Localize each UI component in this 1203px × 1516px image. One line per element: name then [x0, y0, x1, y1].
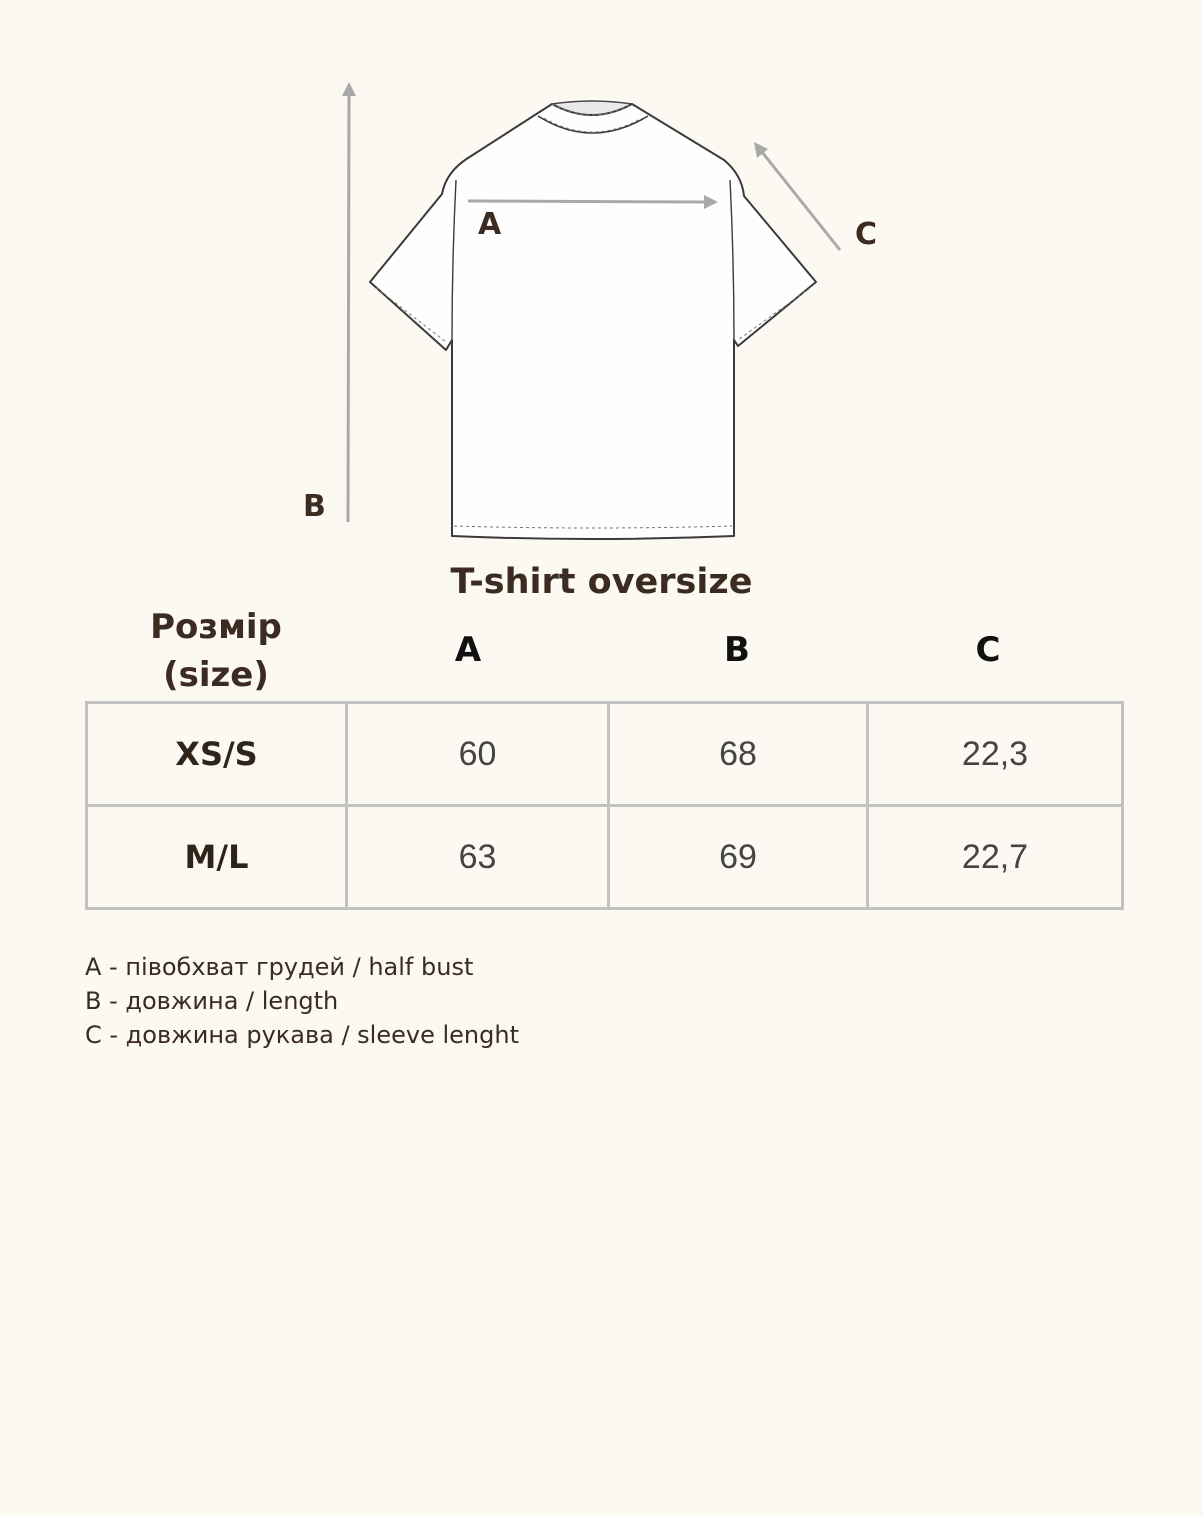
product-title: T-shirt oversize — [450, 562, 753, 602]
size-header-line2: (size) — [163, 655, 269, 695]
dimension-label-c: C — [855, 217, 878, 252]
legend-item-b: B - довжина / length — [85, 987, 339, 1015]
size-header-line1: Розмір — [150, 607, 282, 647]
value-cell-b: 68 — [609, 703, 868, 806]
measurement-legend — [85, 950, 519, 1052]
dimension-label-a: A — [478, 207, 502, 242]
legend-item-a: A - півобхват грудей / half bust — [85, 953, 474, 981]
size-cell: XS/S — [87, 703, 347, 806]
length-arrow — [342, 82, 356, 522]
dimension-label-b: B — [303, 489, 326, 524]
value-cell-a: 63 — [347, 806, 609, 909]
value-cell-a: 60 — [347, 703, 609, 806]
column-header-b: B — [724, 630, 750, 670]
size-cell: M/L — [87, 806, 347, 909]
tshirt-diagram — [0, 0, 1203, 560]
size-column-header — [86, 603, 346, 699]
value-cell-c: 22,3 — [868, 703, 1123, 806]
table-row — [87, 703, 1123, 806]
column-header-c: C — [975, 630, 1001, 670]
column-header-a: A — [454, 630, 482, 670]
value-cell-c: 22,7 — [868, 806, 1123, 909]
value-cell-b: 69 — [609, 806, 868, 909]
size-table — [85, 701, 1124, 910]
table-row — [87, 806, 1123, 909]
tshirt-icon — [0, 0, 1203, 560]
legend-item-c: C - довжина рукава / sleeve lenght — [85, 1021, 519, 1049]
tshirt-outline — [370, 101, 816, 539]
